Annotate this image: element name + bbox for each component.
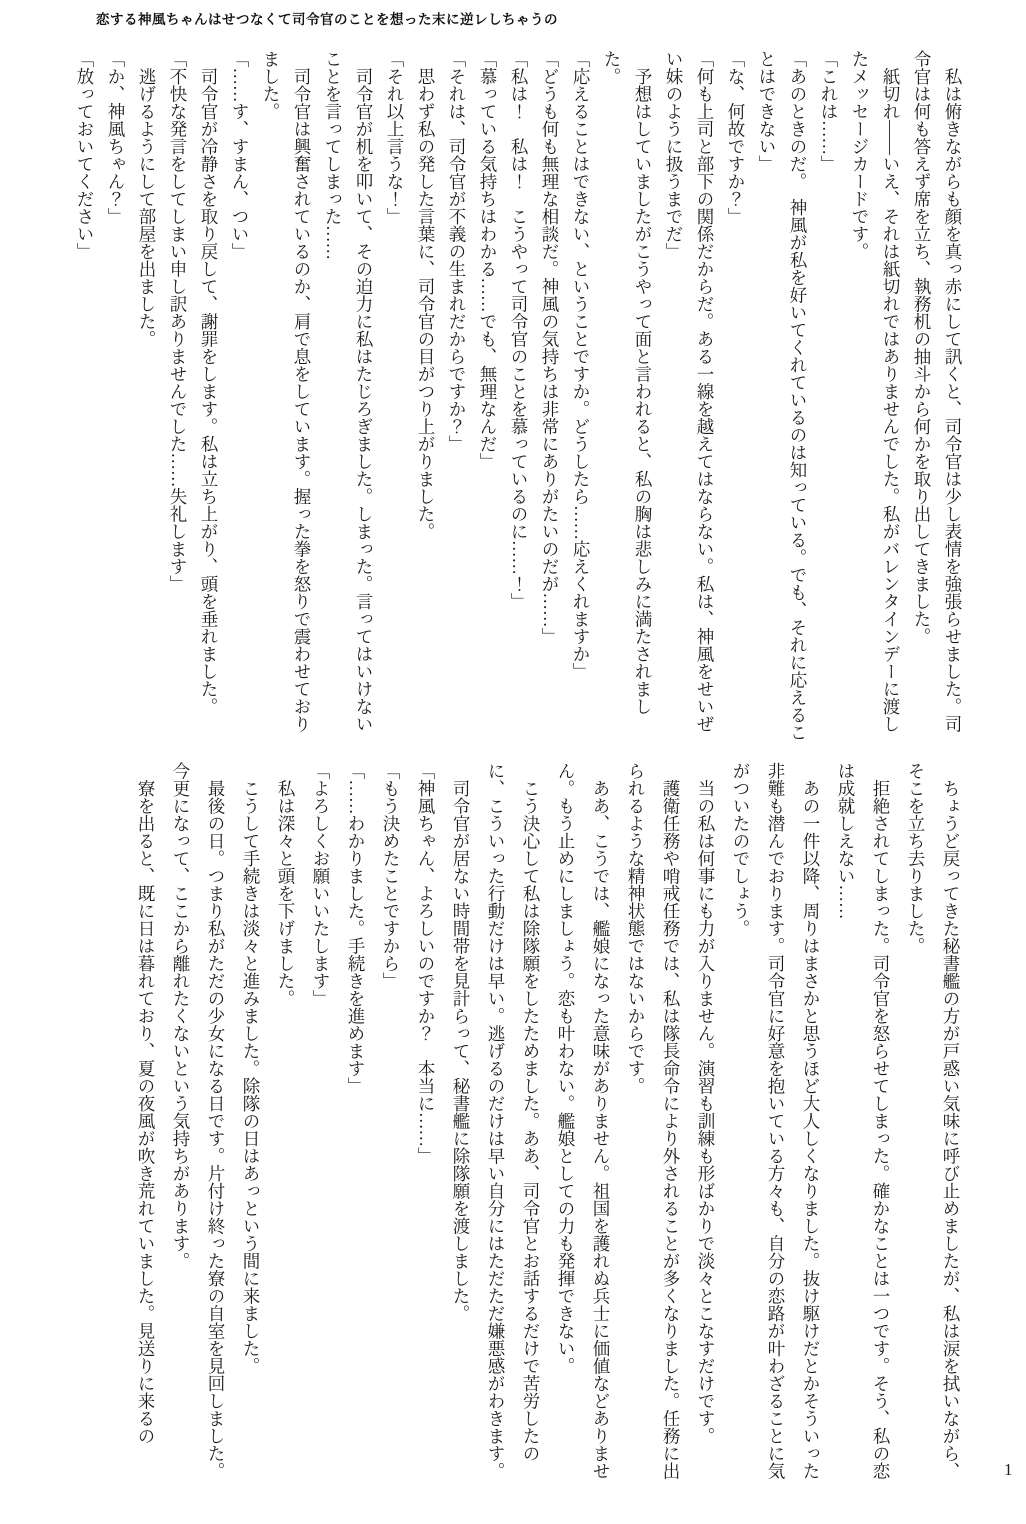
paragraph: 寮を出ると、既に日は暮れており、夏の夜風が吹き荒れていました。見送りに来るの [136,762,156,1445]
paragraph: あの一件以降、周りはまさかと思うほど大人しくなりました。抜け駆けだとかそういった非難も潜んでおります。司令官に好意を抱いている方々も、自分の恋路が叶わざることに気がついたのでしょう。 [731,762,821,1480]
paragraph: 最後の日。つまり私がただの少女になる日です。片付け終った寮の自室を見回しました。今更になって、ここから離れたくないという気持ちがあります。 [171,762,226,1480]
paragraph: 司令官は興奮されているのか、肩で息をしています。握った拳を怒りで震わせておりました。 [261,50,312,733]
dialogue-line: 「神風ちゃん、よろしいのですか？ 本当に……」 [416,762,436,1165]
dialogue-line: 「か、神風ちゃん？」 [106,50,126,225]
dialogue-line: 「よろしくお願いいたします」 [311,762,331,1007]
dialogue-line: 「私は！ 私は！ こうやって司令官のことを慕っているのに……！」 [509,50,529,610]
page-number: 1 [1004,1460,1013,1479]
paragraph: こうして手続きは淡々と進みました。除隊の日はあっという間に来ました。 [241,762,261,1375]
dialogue-line: 「どうも何も無理な相談だ。神風の気持ちは非常にありがたいのだが……」 [540,50,560,645]
dialogue-line: 「放っておいてください」 [75,50,95,260]
paragraph: 予想はしていましたがこうやって面と言われると、私の胸は悲しみに満たされました。 [602,50,653,715]
paragraph: こう決心して私は除隊願をしたためました。ああ、司令官とお話するだけで苦労したのに、こういった行動だけは早い。逃げるのだけは早い自分にはただただ嫌悪感がわきます。 [486,762,541,1480]
dialogue-line: 「不快な発言をしてしまい申し訳ありませんでした……失礼します」 [168,50,188,593]
paragraph: 思わず私の発した言葉に、司令官の目がつり上がりました。 [416,50,436,540]
dialogue-line: 「それ以上言うな！」 [385,50,405,225]
paragraph: 拒絶されてしまった。司令官を怒らせてしまった。確かなことは一つです。そう、私の恋は成就しえない…… [836,762,891,1480]
paragraph: 私は深々と頭を下げました。 [276,762,296,1007]
dialogue-line: 「あのときのだ。 神風が私を好いてくれているのは知っている。でも、それに応えることはできない」 [757,50,808,742]
dialogue-line: 「……す、すまん、つい」 [230,50,250,260]
paragraph: 司令官が居ない時間帯を見計らって、秘書艦に除隊願を渡しました。 [451,762,471,1322]
top-text-block [69,50,968,742]
dialogue-line: 「……わかりました。手続きを進めます」 [346,762,366,1095]
paragraph: ああ、こうでは、艦娘になった意味がありません。祖国を護れぬ兵士に価値などありません。もう止めにしましょう。恋も叶わない。艦娘としての力も発揮できない。 [556,762,611,1480]
dialogue-line: 「慕っている気持ちはわかる……でも、無理なんだ」 [478,50,498,470]
paragraph: ちょうど戻ってきた秘書艦の方が戸惑い気味に呼び止めましたが、私は涙を拭いながら、そこを立ち去りました。 [906,762,961,1480]
dialogue-line: 「何も上司と部下の関係だからだ。ある一線を越えてはならない。私は、神風をせいぜい妹のように扱うまでだ」 [664,50,715,733]
dialogue-line: 「もう決めたことですから」 [381,762,401,990]
paragraph: 当の私は何事にも力が入りません。演習も訓練も形ばかりで淡々とこなすだけです。 [696,762,716,1445]
paragraph: 司令官が机を叩いて、その迫力に私はたじろぎました。しまった。言ってはいけないことを言ってしまった…… [323,50,374,733]
paragraph: 逃げるようにして部屋を出ました。 [137,50,157,348]
paragraph: 紙切れ――いえ、それは紙切れではありませんでした。私がバレンタインデーに渡したメッセージカードです。 [850,50,901,733]
page-header-title: 恋する神風ちゃんはせつなくて司令官のことを想った末に逆レしちゃうの [96,12,558,27]
bottom-text-block [128,762,968,1486]
paragraph: 司令官が冷静さを取り戻して、謝罪をします。私は立ち上がり、頭を垂れました。 [199,50,219,715]
dialogue-line: 「それは、司令官が不義の生まれだからですか？」 [447,50,467,453]
dialogue-line: 「これは……」 [819,50,839,173]
paragraph: 私は俯きながらも顔を真っ赤にして訊くと、司令官は少し表情を強張らせました。司令官は何も答えず席を立ち、執務机の抽斗から何かを取り出してきました。 [912,50,963,733]
dialogue-line: 「応えることはできない、ということですか。どうしたら……応えくれますか」 [571,50,591,680]
dialogue-line: 「な、何故ですか？」 [726,50,746,225]
paragraph: 護衛任務や哨戒任務では、私は隊長命令により外されることが多くなりました。任務に出られるような精神状態ではないからです。 [626,762,681,1480]
